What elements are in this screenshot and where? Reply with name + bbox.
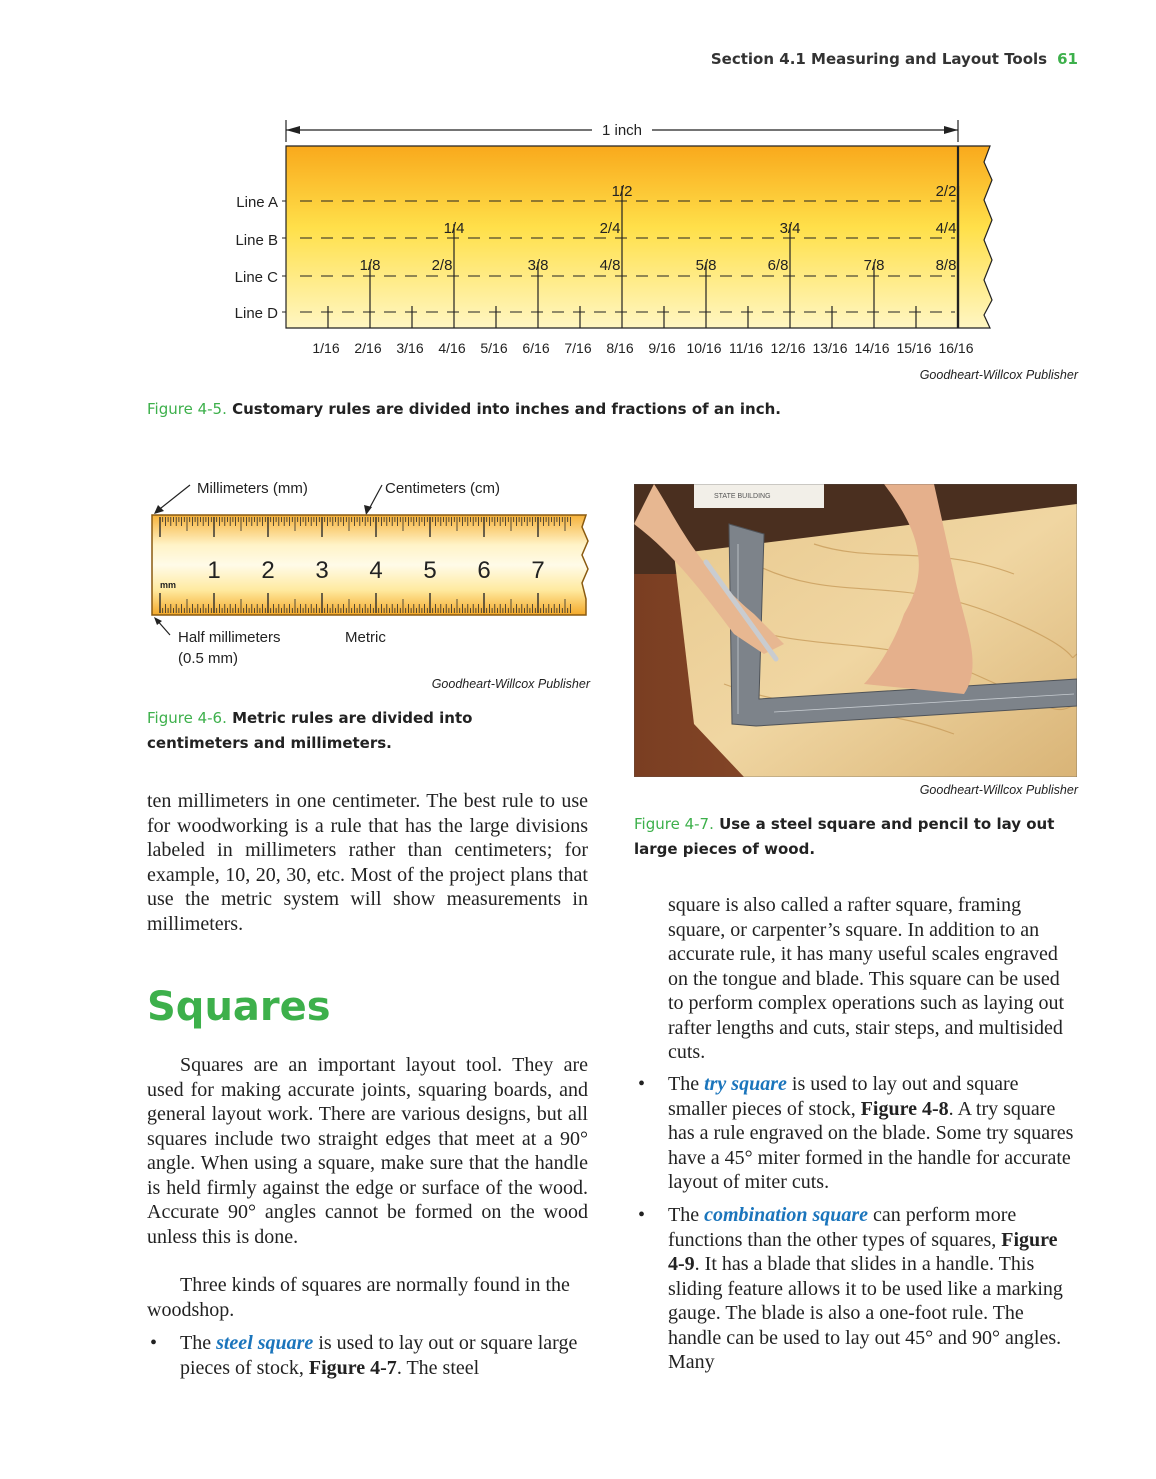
label-half-millimeters: Half millimeters [178, 629, 281, 646]
arrow-right [944, 126, 958, 134]
line-b-label: Line B [235, 232, 278, 249]
customary-rule-figure [220, 110, 1020, 360]
bullet-marker: • [638, 1073, 646, 1095]
header-section: Section 4.1 Measuring and Layout Tools [710, 50, 1048, 68]
figure-number: Figure 4-7. [634, 815, 714, 833]
figure-caption [147, 397, 781, 422]
metric-number: 4 [369, 557, 383, 584]
sixteenth-label: 9/16 [648, 340, 676, 356]
paragraph: Squares are an important layout tool. They are used for making accurate joints, squaring boards, and general layout work. There are various designs, but all squares include two straight edges that meet at a 90° angle. When using a square, make sure that the handle is held firmly against the edge or surface of the wood. Accurate 90° angles cannot be formed on the wood unless this is done. [147, 1054, 588, 1248]
line-c-fraction: 1/8 [359, 257, 381, 274]
metric-number: 5 [423, 557, 437, 584]
sixteenth-label: 11/16 [729, 340, 763, 356]
line-c-fraction: 2/8 [431, 257, 453, 274]
bullet-marker: • [638, 1204, 646, 1226]
figure-caption [634, 812, 1054, 862]
paragraph-continued: square is also called a rafter square, framing square, or carpenter’s square. In addition to an accurate rule, it has many useful scales engraved on the tongue and blade. This square can be used to perform complex operations such as laying out rafter lengths and cuts, stair steps, and multisided cuts. [668, 894, 1065, 1063]
sixteenth-label: 8/16 [606, 340, 634, 356]
line-c-fraction: 7/8 [863, 257, 885, 274]
line-d-label: Line D [234, 305, 278, 322]
figure-caption [147, 706, 472, 756]
sixteenth-label: 6/16 [522, 340, 550, 356]
line-c-fraction: 6/8 [767, 257, 789, 274]
rule-body [286, 146, 992, 328]
sixteenth-label: 15/16 [896, 340, 932, 356]
line-c-fraction: 3/8 [527, 257, 549, 274]
paragraph: Three kinds of squares are normally found in the woodshop. [147, 1274, 570, 1321]
line-b-fraction: 3/4 [779, 220, 801, 237]
figure-reference: Figure 4-9 [668, 1228, 1058, 1275]
sixteenth-label: 1/16 [312, 340, 340, 356]
metric-rule-figure [140, 475, 610, 675]
metric-number: 3 [315, 557, 329, 584]
sixteenth-label: 16/16 [938, 340, 974, 356]
metric-number: 2 [261, 557, 275, 584]
running-header [711, 50, 1078, 68]
sixteenth-label: 14/16 [854, 340, 890, 356]
metric-number: 6 [477, 557, 491, 584]
sixteenth-label: 10/16 [686, 340, 722, 356]
figure-reference: Figure 4-8 [860, 1097, 949, 1120]
metric-number: 1 [207, 557, 221, 584]
metric-number: 7 [531, 557, 545, 584]
line-a-fraction: 1/2 [611, 183, 633, 200]
label-millimeters: Millimeters (mm) [197, 480, 308, 497]
caption-line2: centimeters and millimeters. [147, 734, 392, 752]
shirt-text: STATE BUILDING [714, 493, 771, 500]
arrow-left [286, 126, 300, 134]
caption-text: Customary rules are divided into inches and fractions of an inch. [232, 400, 781, 418]
paragraph: ten millimeters in one centimeter. The best rule to use for woodworking is a rule that has the large divisions labeled in millimeters rather than centimeters; for example, 10, 20, 30, etc. Most of the project plans that use the metric system will show measurements in millimeters. [147, 790, 588, 935]
bullet-item-try-square: • The try square is used to lay out and square smaller pieces of stock, Figure 4-8. A try square has a rule engraved on the blade. Some try squares have a 45° miter formed in the handle for accurate layout of miter cuts. [638, 1073, 1074, 1193]
dimension-label: 1 inch [601, 122, 643, 139]
term-combination-square: combination square [704, 1204, 869, 1226]
line-c-fraction: 8/8 [935, 257, 957, 274]
label-metric: Metric [345, 629, 386, 646]
caption-line2: large pieces of wood. [634, 840, 816, 858]
line-c-label: Line C [234, 269, 278, 286]
page-number: 61 [1057, 50, 1078, 68]
figure-number: Figure 4-6. [147, 709, 227, 727]
line-b-fraction: 4/4 [935, 220, 957, 237]
label-centimeters: Centimeters (cm) [385, 480, 501, 497]
bullet-marker: • [150, 1332, 158, 1354]
term-try-square: try square [704, 1073, 787, 1095]
unit-label: mm [160, 580, 177, 590]
figure-reference: Figure 4-7 [308, 1356, 397, 1379]
figure-number: Figure 4-5. [147, 400, 227, 418]
section-title: Squares [147, 984, 331, 1030]
sixteenth-label: 12/16 [770, 340, 806, 356]
bullet-item-steel-square: • The steel square is used to lay out or square large pieces of stock, Figure 4-7. The steel [150, 1332, 578, 1379]
figure-credit: Goodheart-Willcox Publisher [919, 783, 1078, 797]
sixteenth-label: 5/16 [480, 340, 508, 356]
line-b-fraction: 2/4 [599, 220, 621, 237]
figure-credit: Goodheart-Willcox Publisher [919, 368, 1078, 382]
line-c-fraction: 4/8 [599, 257, 621, 274]
sixteenths-labels [312, 340, 973, 356]
line-b-fraction: 1/4 [443, 220, 465, 237]
sixteenth-label: 4/16 [438, 340, 466, 356]
figure-credit: Goodheart-Willcox Publisher [431, 677, 590, 691]
sixteenth-label: 2/16 [354, 340, 382, 356]
caption-line1: Metric rules are divided into [232, 709, 473, 727]
caption-line1: Use a steel square and pencil to lay out [719, 815, 1055, 833]
line-a-label: Line A [236, 194, 278, 211]
sixteenth-label: 13/16 [812, 340, 848, 356]
line-c-fraction: 5/8 [695, 257, 717, 274]
sixteenth-label: 7/16 [564, 340, 592, 356]
steel-square-photo [634, 484, 1077, 777]
label-half-mm-value: (0.5 mm) [178, 650, 238, 667]
term-steel-square: steel square [216, 1332, 314, 1354]
bullet-item-combination-square: • The combination square can perform more functions than the other types of squares, Figure 4-9. It has a blade that slides in a handle. This sliding feature allows it to be used like a marking gauge. The blade is also a one-foot rule. The handle can be used to lay out 45° and 90° angles. Many [638, 1204, 1063, 1373]
line-a-fraction: 2/2 [935, 183, 957, 200]
sixteenth-label: 3/16 [396, 340, 424, 356]
